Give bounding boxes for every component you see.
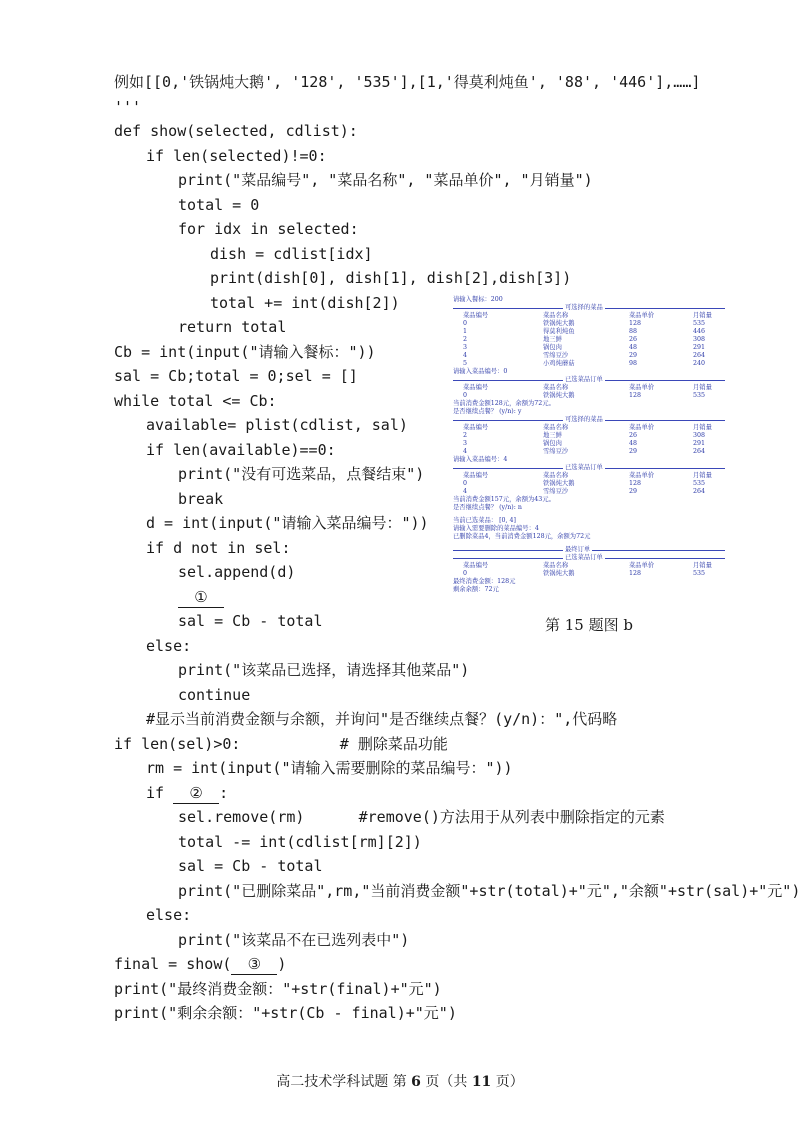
code-line	[114, 72, 700, 92]
code-text: 例如[[0,'铁锅炖大鹅', '128', '535'],[1,'得莫利炖鱼', '88', '446'],……]	[114, 73, 701, 91]
output-section-title: 可选择的菜品	[565, 416, 603, 423]
output-cell: 菜品名称	[543, 562, 569, 569]
code-line	[210, 268, 571, 288]
code-line	[178, 881, 800, 901]
code-text: else:	[146, 906, 192, 924]
output-section-title: 已选菜品订单	[565, 464, 603, 471]
output-cell: 535	[693, 570, 706, 577]
output-cell: 菜品编号	[463, 472, 489, 479]
output-cell: 48	[629, 344, 638, 351]
output-cell: 菜品单价	[629, 384, 655, 391]
code-line	[178, 562, 295, 582]
code-line	[114, 979, 442, 999]
output-cell: 锅包肉	[543, 344, 562, 351]
code-text: available= plist(cdlist, sal)	[146, 416, 408, 434]
output-cell: 29	[629, 352, 638, 359]
footer-page-number: 6	[411, 1074, 421, 1090]
output-cell: 48	[629, 440, 638, 447]
code-line	[178, 660, 469, 680]
figure-caption: 第 15 题图 b	[545, 616, 633, 634]
output-cell: 地三鲜	[543, 336, 562, 343]
code-line	[146, 440, 336, 460]
output-cell: 26	[629, 432, 638, 439]
code-line	[178, 170, 593, 190]
output-cell: 得莫利炖鱼	[543, 328, 575, 335]
output-cell: 264	[693, 352, 706, 359]
output-cell: 菜品编号	[463, 312, 489, 319]
output-cell: 128	[629, 480, 642, 487]
code-text: break	[178, 489, 224, 508]
output-cell: 446	[693, 328, 706, 335]
output-cell: 291	[693, 440, 706, 447]
output-cell: 1	[463, 328, 468, 335]
output-cell: 264	[693, 488, 706, 495]
code-text: sel.remove(rm) #remove()方法用于从列表中删除指定的元素	[178, 808, 665, 826]
output-line: 请输入需要删除的菜品编号：4	[453, 525, 539, 532]
output-cell: 雪绵豆沙	[543, 352, 569, 359]
code-text: print("该菜品已选择，请选择其他菜品")	[178, 661, 470, 679]
output-cell: 月销量	[693, 384, 712, 391]
output-cell: 29	[629, 488, 638, 495]
output-cell: 291	[693, 344, 706, 351]
answer-blank: ③	[231, 954, 277, 975]
output-line: 最终消费金额：128元	[453, 578, 516, 585]
output-cell: 0	[463, 480, 468, 487]
code-line	[146, 783, 228, 804]
output-cell: 菜品单价	[629, 562, 655, 569]
code-line	[178, 685, 250, 705]
footer-suffix: 页）	[491, 1074, 524, 1090]
code-text: total = 0	[178, 195, 260, 214]
code-line	[178, 464, 424, 484]
output-cell: 26	[629, 336, 638, 343]
code-text: d = int(input("请输入菜品编号："))	[146, 514, 429, 532]
output-cell: 月销量	[693, 562, 712, 569]
output-cell: 菜品单价	[629, 312, 655, 319]
output-cell: 4	[463, 352, 468, 359]
output-cell: 月销量	[693, 472, 712, 479]
code-text: if len(sel)>0: # 删除菜品功能	[114, 734, 448, 753]
code-line	[146, 538, 291, 558]
output-cell: 535	[693, 392, 706, 399]
output-cell: 308	[693, 336, 706, 343]
output-cell: 0	[463, 392, 468, 399]
code-text: return total	[178, 318, 287, 336]
output-cell: 128	[629, 392, 642, 399]
output-section-title: 可选择的菜品	[565, 304, 603, 311]
output-cell: 308	[693, 432, 706, 439]
output-cell: 雪绵豆沙	[543, 488, 569, 495]
code-line	[178, 807, 665, 827]
code-text: sal = Cb;total = 0;sel = []	[114, 367, 358, 385]
code-text: print("没有可选菜品，点餐结束")	[178, 465, 425, 483]
footer-total-pages: 11	[471, 1074, 492, 1090]
code-text: sel.append(d)	[178, 563, 296, 581]
output-cell: 88	[629, 328, 638, 335]
code-text: print("剩余余额："+str(Cb - final)+"元")	[114, 1004, 457, 1022]
output-cell: 4	[463, 448, 468, 455]
output-line: 当前消费金额157元，余额为43元。	[453, 496, 555, 503]
output-cell: 月销量	[693, 424, 712, 431]
output-section-title: 最终订单	[565, 546, 591, 553]
output-cell: 2	[463, 432, 468, 439]
output-cell: 128	[629, 570, 642, 577]
output-cell: 98	[629, 360, 638, 367]
output-cell: 小鸡炖蘑菇	[543, 360, 575, 367]
output-cell: 264	[693, 448, 706, 455]
output-cell: 锅包肉	[543, 440, 562, 447]
code-text: if len(selected)!=0:	[146, 146, 327, 165]
code-text-after: :	[219, 783, 229, 802]
output-cell: 雪绵豆沙	[543, 448, 569, 455]
code-line	[146, 758, 513, 778]
output-cell: 菜品编号	[463, 424, 489, 431]
code-line	[146, 709, 617, 729]
page-footer	[0, 1071, 800, 1091]
code-line	[210, 244, 373, 264]
output-line: 请输入菜品编号：4	[453, 456, 508, 463]
code-line	[178, 832, 422, 852]
output-cell: 535	[693, 320, 706, 327]
answer-blank: ①	[178, 587, 224, 608]
code-text: dish = cdlist[idx]	[210, 244, 373, 263]
output-cell: 菜品编号	[463, 562, 489, 569]
output-cell: 月销量	[693, 312, 712, 319]
output-cell: 菜品单价	[629, 424, 655, 431]
output-cell: 菜品名称	[543, 424, 569, 431]
output-cell: 2	[463, 336, 468, 343]
output-line: 请输入餐标：200	[453, 296, 503, 303]
code-line	[210, 293, 400, 313]
code-line	[146, 905, 191, 925]
code-line	[178, 587, 224, 608]
output-line: 是否继续点餐？ (y/n): y	[453, 408, 522, 415]
output-cell: 240	[693, 360, 706, 367]
code-text: else:	[146, 636, 192, 655]
code-text: rm = int(input("请输入需要删除的菜品编号："))	[146, 759, 513, 777]
code-text-after: )	[277, 955, 287, 973]
code-line	[114, 734, 448, 754]
code-text: print("已删除菜品",rm,"当前消费金额"+str(total)+"元","余额"+str(sal)+"元")	[178, 881, 800, 900]
code-text: continue	[178, 685, 251, 704]
code-text: if len(available)==0:	[146, 440, 336, 459]
output-cell: 菜品单价	[629, 472, 655, 479]
code-line	[178, 195, 259, 215]
code-text: if	[146, 783, 174, 802]
code-text: print("该菜品不在已选列表中")	[178, 930, 410, 949]
output-line: 当前已选菜品： [0, 4]	[453, 517, 517, 524]
code-line	[114, 342, 376, 362]
code-line	[114, 366, 358, 386]
output-line: 是否继续点餐？ (y/n): n	[453, 504, 522, 511]
output-line: 当前消费金额128元，余额为72元。	[453, 400, 555, 407]
output-cell: 4	[463, 488, 468, 495]
answer-blank: ②	[173, 783, 219, 804]
output-cell: 5	[463, 360, 468, 367]
output-cell: 铁锅炖大鹅	[543, 480, 575, 487]
program-output-screenshot	[453, 296, 729, 612]
output-cell: 菜品名称	[543, 384, 569, 391]
output-cell: 菜品编号	[463, 384, 489, 391]
code-line	[178, 489, 223, 509]
code-line	[146, 146, 327, 166]
code-line	[146, 513, 429, 533]
code-text: '''	[114, 97, 142, 116]
output-cell: 128	[629, 320, 642, 327]
code-text: sal = Cb - total	[178, 612, 323, 630]
code-line	[114, 97, 141, 117]
code-line	[178, 317, 286, 337]
output-cell: 3	[463, 344, 468, 351]
output-cell: 0	[463, 320, 468, 327]
output-cell: 菜品名称	[543, 312, 569, 319]
code-line	[178, 611, 323, 631]
code-line	[114, 954, 286, 975]
output-cell: 铁锅炖大鹅	[543, 320, 575, 327]
footer-middle: 页（共	[420, 1074, 472, 1090]
code-text: print("菜品编号", "菜品名称", "菜品单价", "月销量")	[178, 171, 593, 189]
output-cell: 地三鲜	[543, 432, 562, 439]
code-line	[178, 930, 409, 950]
code-text: total -= int(cdlist[rm][2])	[178, 832, 422, 851]
code-text: #显示当前消费金额与余额，并询问"是否继续点餐？(y/n)：",代码略	[146, 710, 618, 728]
code-text: for idx in selected:	[178, 220, 359, 238]
code-line	[114, 1003, 457, 1023]
output-cell: 3	[463, 440, 468, 447]
code-text: print(dish[0], dish[1], dish[2],dish[3])	[210, 269, 572, 287]
output-section-title: 已选菜品订单	[565, 554, 603, 561]
output-line: 剩余余额：72元	[453, 586, 499, 593]
output-section-title: 已选菜品订单	[565, 376, 603, 383]
code-text: print("最终消费金额："+str(final)+"元")	[114, 979, 442, 998]
output-line: 请输入菜品编号：0	[453, 368, 508, 375]
code-line	[178, 219, 359, 239]
code-line	[146, 636, 191, 656]
code-text: if d not in sel:	[146, 538, 291, 557]
code-line	[114, 391, 277, 411]
code-line	[178, 856, 323, 876]
code-text: def show(selected, cdlist):	[114, 122, 358, 140]
output-cell: 535	[693, 480, 706, 487]
output-cell: 29	[629, 448, 638, 455]
code-text: Cb = int(input("请输入餐标："))	[114, 342, 376, 361]
code-line	[114, 121, 358, 141]
code-text: sal = Cb - total	[178, 857, 323, 875]
code-line	[146, 415, 408, 435]
output-line: 已删除菜品4，当前消费金额128元，余额为72元	[453, 533, 591, 540]
output-cell: 菜品名称	[543, 472, 569, 479]
code-text: while total <= Cb:	[114, 391, 277, 410]
code-text: total += int(dish[2])	[210, 293, 400, 312]
output-cell: 0	[463, 570, 468, 577]
footer-prefix: 高二技术学科试题 第	[276, 1074, 412, 1090]
code-text: final = show(	[114, 955, 232, 973]
output-cell: 铁锅炖大鹅	[543, 392, 575, 399]
output-cell: 铁锅炖大鹅	[543, 570, 575, 577]
